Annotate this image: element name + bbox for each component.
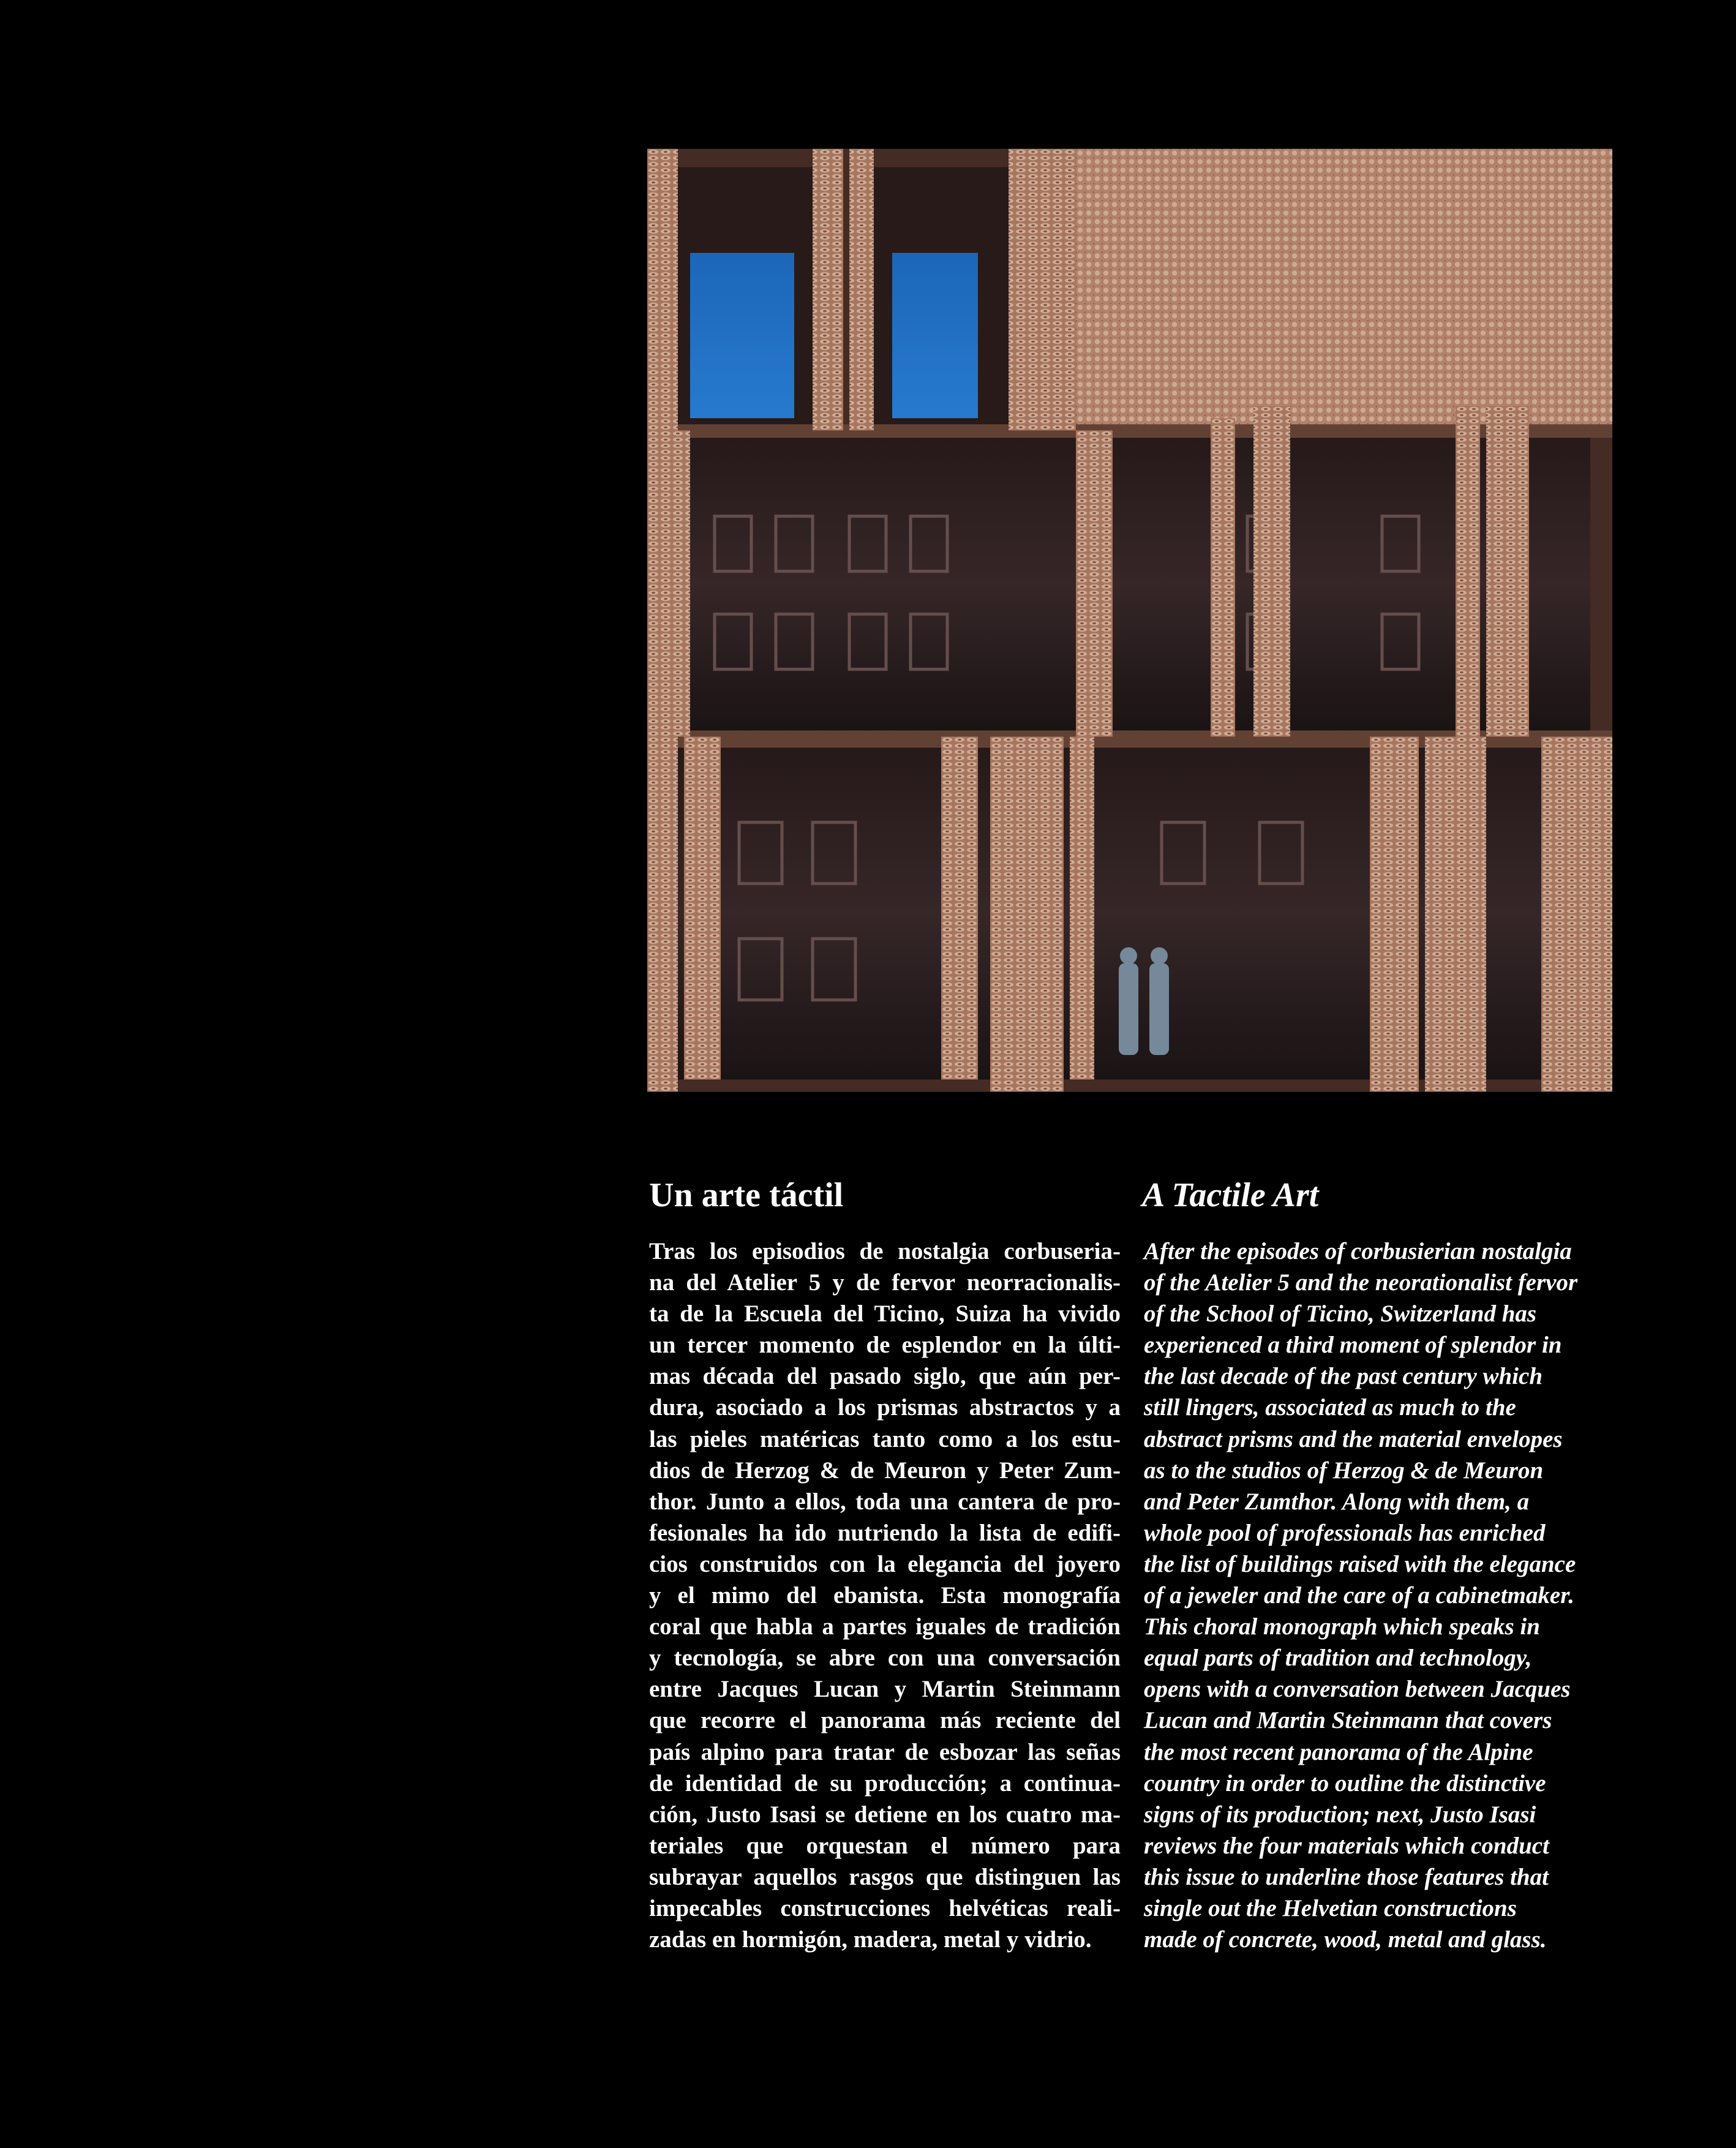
text-line: coral que habla a partes iguales de tradición [649,1613,1121,1640]
text-line: teriales que orquestan el número para [649,1832,1121,1859]
text-line: ta de la Escuela del Ticino, Suiza ha vivido [649,1301,1121,1327]
body-spanish [649,1236,1121,1955]
text-line: as to the studios of Herzog & de Meuron [1144,1457,1544,1484]
text-line: country in order to outline the distinctive [1144,1770,1546,1797]
heading-spanish: Un arte táctil [649,1176,844,1214]
text-line: fesionales ha ido nutriendo la lista de edifi- [649,1519,1121,1546]
text-line: of a jeweler and the care of a cabinetmaker. [1144,1582,1574,1609]
text-line: y el mimo del ebanista. Esta monografía [649,1582,1121,1609]
text-line: still lingers, associated as much to the [1144,1394,1516,1421]
text-line: na del Atelier 5 y de fervor neorracionalis- [649,1269,1121,1296]
text-line: un tercer momento de esplendor en la últi- [649,1332,1121,1359]
text-line: the list of buildings raised with the elegance [1144,1550,1576,1577]
text-line: de identidad de su producción; a continua- [649,1770,1121,1797]
text-line: que recorre el panorama más reciente del [649,1707,1121,1734]
text-line: thor. Junto a ellos, toda una cantera de pro- [649,1488,1121,1515]
text-line: made of concrete, wood, metal and glass. [1144,1926,1547,1953]
text-line: ción, Justo Isasi se detiene en los cuatro ma- [649,1801,1121,1828]
text-line: experienced a third moment of splendor in [1144,1332,1562,1359]
text-line: opens with a conversation between Jacques [1144,1676,1571,1703]
text-line: y tecnología, se abre con una conversación [649,1645,1121,1672]
text-line: cios construidos con la elegancia del joyero [649,1550,1121,1577]
text-line: equal parts of tradition and technology, [1144,1645,1532,1672]
text-line: After the episodes of corbusierian nostalgia [1144,1238,1572,1264]
heading-english: A Tactile Art [1142,1176,1319,1214]
text-line: this issue to underline those features that [1144,1863,1549,1890]
text-line: of the Atelier 5 and the neorationalist fervor [1144,1269,1578,1296]
text-line: subrayar aquellos rasgos que distinguen las [649,1863,1121,1890]
facade-illustration [647,149,1612,1092]
text-line: las pieles matéricas tanto como a los estu- [649,1425,1121,1452]
body-english [1144,1236,1615,1955]
text-line: signs of its production; next, Justo Isasi [1144,1801,1536,1828]
text-line: and Peter Zumthor. Along with them, a [1144,1488,1530,1515]
text-line: dura, asociado a los prismas abstractos y a [649,1394,1121,1421]
text-line: of the School of Ticino, Switzerland has [1144,1301,1537,1327]
text-line: whole pool of professionals has enriched [1144,1519,1546,1546]
text-line: zadas en hormigón, madera, metal y vidrio. [649,1926,1092,1953]
text-line: the last decade of the past century which [1144,1363,1543,1390]
text-line: Tras los episodios de nostalgia corbuseria- [649,1238,1121,1264]
text-line: dios de Herzog & de Meuron y Peter Zum- [649,1457,1121,1484]
text-line: Lucan and Martin Steinmann that covers [1144,1707,1552,1734]
text-line: This choral monograph which speaks in [1144,1613,1540,1640]
facade-photo [647,149,1612,1092]
text-line: impecables construcciones helvéticas reali- [649,1895,1121,1921]
text-line: the most recent panorama of the Alpine [1144,1738,1533,1765]
text-line: reviews the four materials which conduct [1144,1832,1549,1859]
text-line: entre Jacques Lucan y Martin Steinmann [649,1676,1121,1703]
text-line: single out the Helvetian constructions [1144,1895,1517,1921]
text-line: mas década del pasado siglo, que aún per- [649,1363,1121,1390]
text-line: abstract prisms and the material envelopes [1144,1425,1563,1452]
text-line: país alpino para tratar de esbozar las señas [649,1738,1121,1765]
